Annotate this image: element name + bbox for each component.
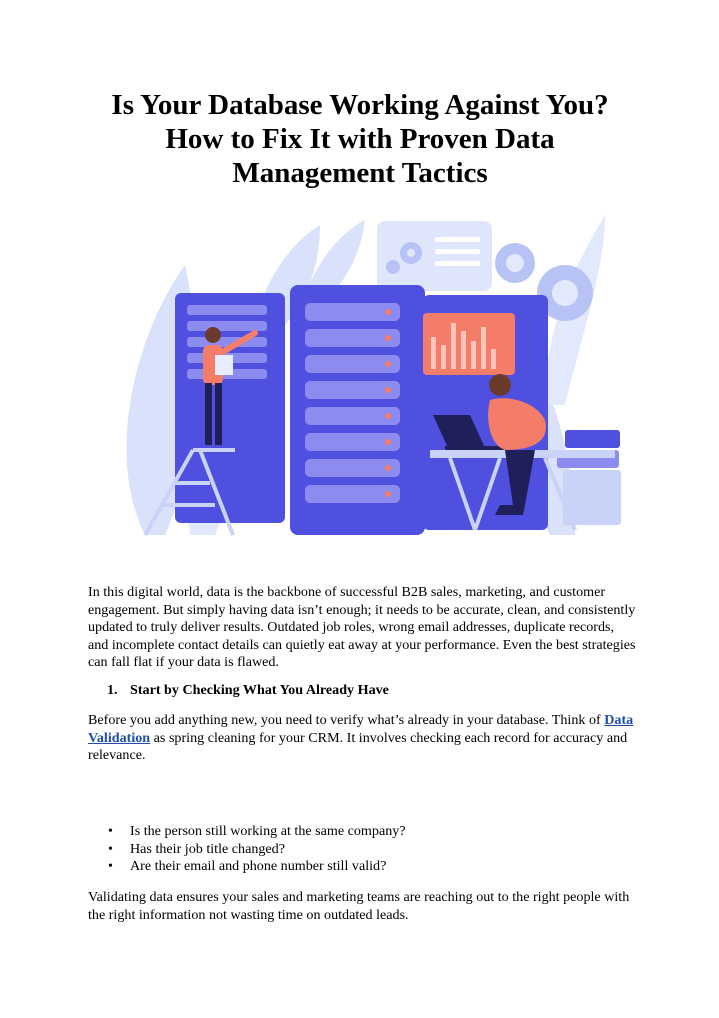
data-validation-link[interactable]: Data Validation — [88, 712, 634, 746]
list-item — [108, 858, 406, 876]
list-item-text: Has their job title changed? — [130, 840, 285, 857]
list-item-text: Are their email and phone number still valid? — [130, 858, 387, 874]
section-number: 1. — [107, 682, 118, 698]
title-line-1: Is Your Database Working Against You? — [111, 89, 609, 121]
data-center-illustration — [105, 205, 635, 550]
list-item — [108, 823, 406, 841]
section-heading — [107, 681, 389, 699]
validation-text-after: as spring cleaning for your CRM. It involves checking each record for accuracy and relevance. — [88, 729, 628, 764]
validation-paragraph — [88, 712, 636, 765]
intro-paragraph: In this digital world, data is the backbone of successful B2B sales, marketing, and customer engagement. But simply having data isn’t enough; it needs to be accurate, clean, and consistently updated to truly deliver results. Outdated job roles, wrong email addresses, duplicate records, and incomplete contact details can quietly eat away at your performance. Even the best strategies can fall flat if your data is flawed. — [88, 584, 636, 671]
center-server — [290, 285, 425, 535]
bullet-icon: • — [108, 840, 113, 857]
checklist — [108, 823, 406, 876]
closing-paragraph: Validating data ensures your sales and marketing teams are reaching out to the right people with the right information not wasting time on outdated leads. — [88, 889, 630, 923]
page-title — [60, 88, 660, 190]
title-line-2: How to Fix It with Proven Data — [165, 123, 555, 155]
dashboard-panel — [377, 221, 492, 291]
left-server — [175, 293, 285, 523]
validation-text-before: Before you add anything new, you need to verify what’s already in your database. Think of — [88, 712, 605, 728]
bullet-icon: • — [108, 823, 113, 839]
bullet-icon: • — [108, 858, 113, 874]
section-heading-text: Start by Checking What You Already Have — [130, 682, 389, 698]
list-item-text: Is the person still working at the same company? — [130, 823, 406, 839]
title-line-3: Management Tactics — [232, 157, 488, 189]
list-item — [108, 841, 406, 859]
